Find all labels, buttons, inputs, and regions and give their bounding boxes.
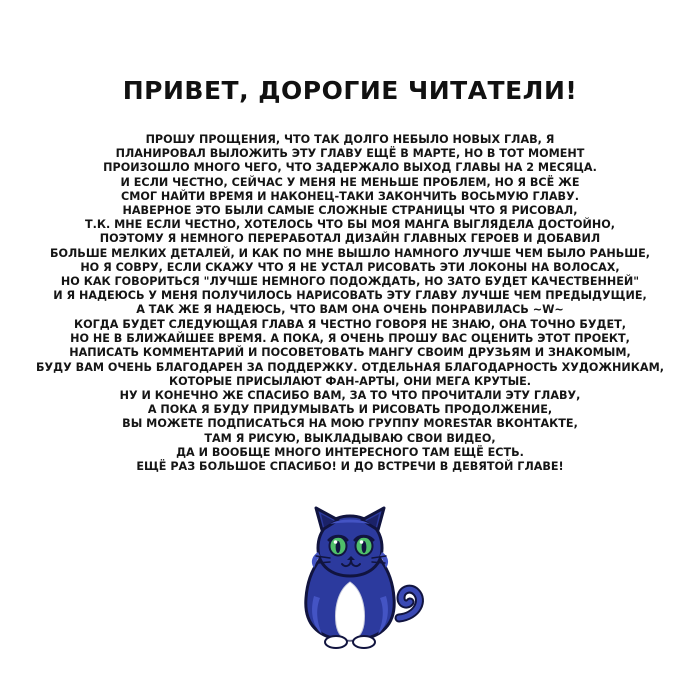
text-line: ВЫ МОЖЕТЕ ПОДПИСАТЬСЯ НА МОЮ ГРУППУ MORESTAR ВКОНТАКТЕ, xyxy=(122,417,578,431)
text-line: А ПОКА Я БУДУ ПРИДУМЫВАТЬ И РИСОВАТЬ ПРОДОЛЖЕНИЕ, xyxy=(147,403,553,417)
text-line: БОЛЬШЕ МЕЛКИХ ДЕТАЛЕЙ, И КАК ПО МНЕ ВЫШЛО НАМНОГО ЛУЧШЕ ЧЕМ БЫЛО РАНЬШЕ, xyxy=(49,246,651,260)
text-line: ДА И ВООБЩЕ МНОГО ИНТЕРЕСНОГО ТАМ ЕЩЁ ЕСТЬ. xyxy=(176,445,524,459)
text-line: ПЛАНИРОВАЛ ВЫЛОЖИТЬ ЭТУ ГЛАВУ ЕЩЁ В МАРТЕ, НО В ТОТ МОМЕНТ xyxy=(115,147,585,161)
text-line: И Я НАДЕЮСЬ У МЕНЯ ПОЛУЧИЛОСЬ НАРИСОВАТЬ ЭТУ ГЛАВУ ЛУЧШЕ ЧЕМ ПРЕДЫДУЩИЕ, xyxy=(53,289,647,303)
author-note-paragraph-1 xyxy=(0,133,700,318)
text-line: СМОГ НАЙТИ ВРЕМЯ И НАКОНЕЦ-ТАКИ ЗАКОНЧИТЬ ВОСЬМУЮ ГЛАВУ. xyxy=(121,189,579,203)
text-line: НАВЕРНОЕ ЭТО БЫЛИ САМЫЕ СЛОЖНЫЕ СТРАНИЦЫ ЧТО Я РИСОВАЛ, xyxy=(122,204,578,218)
text-line: НО НЕ В БЛИЖАЙШЕЕ ВРЕМЯ. А ПОКА, Я ОЧЕНЬ ПРОШУ ВАС ОЦЕНИТЬ ЭТОТ ПРОЕКТ, xyxy=(70,332,630,346)
text-line: КОГДА БУДЕТ СЛЕДУЮЩАЯ ГЛАВА Я ЧЕСТНО ГОВОРЯ НЕ ЗНАЮ, ОНА ТОЧНО БУДЕТ, xyxy=(74,318,626,331)
page-title: ПРИВЕТ, ДОРОГИЕ ЧИТАТЕЛИ! xyxy=(122,76,578,105)
author-note-paragraph-2 xyxy=(0,318,700,474)
text-line: НО КАК ГОВОРИТЬСЯ "ЛУЧШЕ НЕМНОГО ПОДОЖДАТЬ, НО ЗАТО БУДЕТ КАЧЕСТВЕННЕЙ" xyxy=(60,275,640,289)
text-line: И ЕСЛИ ЧЕСТНО, СЕЙЧАС У МЕНЯ НЕ МЕНЬШЕ ПРОБЛЕМ, НО Я ВСЁ ЖЕ xyxy=(120,175,580,189)
text-line: ПРОШУ ПРОЩЕНИЯ, ЧТО ТАК ДОЛГО НЕБЫЛО НОВЫХ ГЛАВ, Я xyxy=(145,133,555,146)
blue-fluffy-cat-illustration xyxy=(268,500,433,660)
text-line: ПОЭТОМУ Я НЕМНОГО ПЕРЕРАБОТАЛ ДИЗАЙН ГЛАВНЫХ ГЕРОЕВ И ДОБАВИЛ xyxy=(99,232,601,246)
cat-drawing xyxy=(268,500,433,660)
text-line: НО Я СОВРУ, ЕСЛИ СКАЖУ ЧТО Я НЕ УСТАЛ РИСОВАТЬ ЭТИ ЛОКОНЫ НА ВОЛОСАХ, xyxy=(80,260,620,274)
text-line: ТАМ Я РИСУЮ, ВЫКЛАДЫВАЮ СВОИ ВИДЕО, xyxy=(204,431,496,445)
text-line: ЕЩЁ РАЗ БОЛЬШОЕ СПАСИБО! И ДО ВСТРЕЧИ В ДЕВЯТОЙ ГЛАВЕ! xyxy=(136,460,564,474)
text-line: НУ И КОНЕЧНО ЖЕ СПАСИБО ВАМ, ЗА ТО ЧТО ПРОЧИТАЛИ ЭТУ ГЛАВУ, xyxy=(119,389,581,403)
text-line: НАПИСАТЬ КОММЕНТАРИЙ И ПОСОВЕТОВАТЬ МАНГУ СВОИМ ДРУЗЬЯМ И ЗНАКОМЫМ, xyxy=(69,346,631,360)
text-line: ПРОИЗОШЛО МНОГО ЧЕГО, ЧТО ЗАДЕРЖАЛО ВЫХОД ГЛАВЫ НА 2 МЕСЯЦА. xyxy=(103,161,597,175)
text-line: КОТОРЫЕ ПРИСЫЛАЮТ ФАН-АРТЫ, ОНИ МЕГА КРУТЫЕ. xyxy=(168,374,532,388)
text-line: А ТАК ЖЕ Я НАДЕЮСЬ, ЧТО ВАМ ОНА ОЧЕНЬ ПОНРАВИЛАСЬ ~W~ xyxy=(136,303,564,317)
text-line: Т.К. МНЕ ЕСЛИ ЧЕСТНО, ХОТЕЛОСЬ ЧТО БЫ МОЯ МАНГА ВЫГЛЯДЕЛА ДОСТОЙНО, xyxy=(85,218,615,232)
text-line: БУДУ ВАМ ОЧЕНЬ БЛАГОДАРЕН ЗА ПОДДЕРЖКУ. ОТДЕЛЬНАЯ БЛАГОДАРНОСТЬ ХУДОЖНИКАМ, xyxy=(36,360,664,374)
